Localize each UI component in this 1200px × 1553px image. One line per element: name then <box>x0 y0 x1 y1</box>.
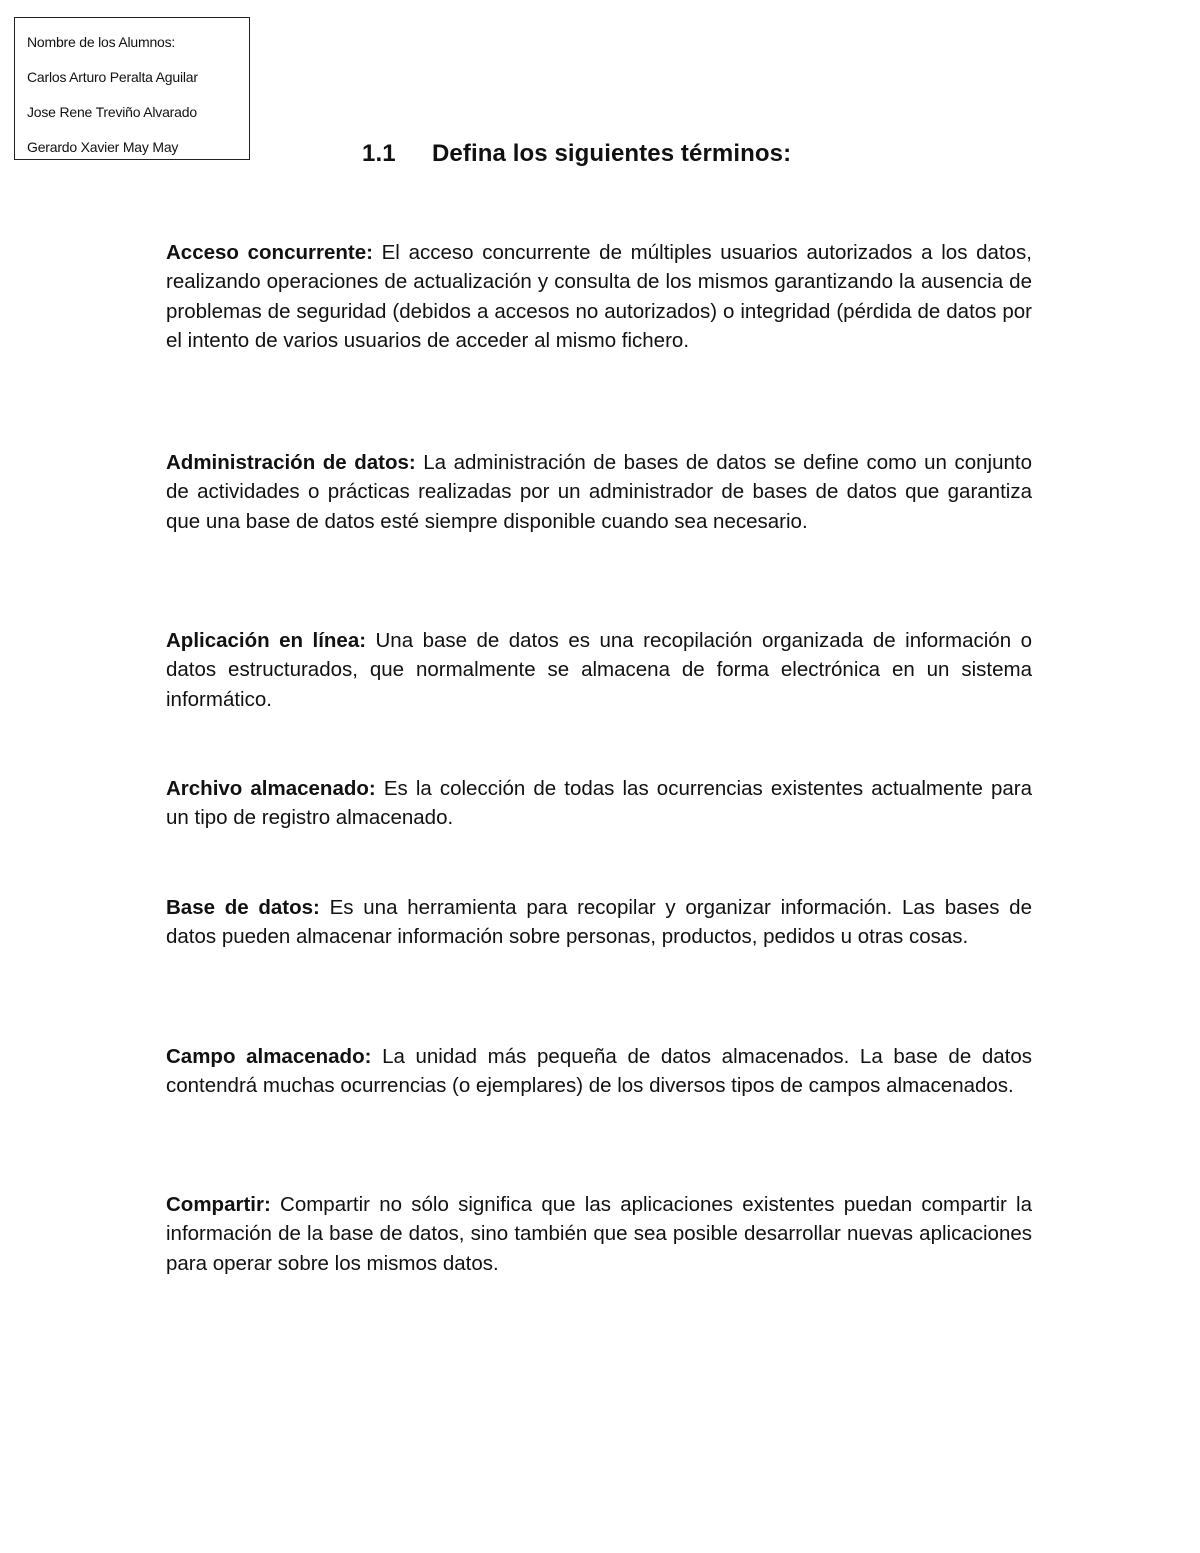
term-compartir <box>166 1190 1032 1278</box>
student-name: Gerardo Xavier May May <box>27 139 179 155</box>
term-definition: El acceso concurrente de múltiples usuarios autorizados a los datos, realizando operaciones de actualización y consulta de los mismos garantizando la ausencia de problemas de seguridad (debidos a accesos no autorizados) o integridad (pérdida de datos por el intento de varios usuarios de acceder al mismo fichero. <box>166 241 1032 352</box>
section-heading <box>362 140 791 168</box>
term-definition: La administración de bases de datos se define como un conjunto de actividades o prácticas realizadas por un administrador de bases de datos que garantiza que una base de datos esté siempre disponible cuando sea necesario. <box>166 451 1032 533</box>
term-definition: Compartir no sólo significa que las aplicaciones existentes puedan compartir la información de la base de datos, sino también que sea posible desarrollar nuevas aplicaciones para operar sobre los mismos datos. <box>166 1193 1032 1275</box>
term-campo-almacenado <box>166 1042 1032 1190</box>
terms-list <box>166 238 1032 1278</box>
term-label: Administración de datos: <box>166 451 416 474</box>
term-definition: Una base de datos es una recopilación organizada de información o datos estructurados, que normalmente se almacena de forma electrónica en un sistema informático. <box>166 629 1032 711</box>
term-definition: Es la colección de todas las ocurrencias existentes actualmente para un tipo de registro almacenado. <box>166 777 1032 830</box>
student-name: Jose Rene Treviño Alvarado <box>27 104 197 120</box>
term-definition: Es una herramienta para recopilar y organizar información. Las bases de datos pueden almacenar información sobre personas, productos, pedidos u otras cosas. <box>166 896 1032 949</box>
students-label: Nombre de los Alumnos: <box>27 34 176 50</box>
term-label: Compartir: <box>166 1193 271 1216</box>
term-label: Base de datos: <box>166 896 320 919</box>
section-title: Defina los siguientes términos: <box>432 140 792 167</box>
term-archivo-almacenado <box>166 774 1032 893</box>
term-label: Acceso concurrente: <box>166 241 373 264</box>
section-number: 1.1 <box>362 140 396 167</box>
term-label: Archivo almacenado: <box>166 777 376 800</box>
term-acceso-concurrente <box>166 238 1032 448</box>
term-administracion-de-datos <box>166 448 1032 626</box>
term-label: Aplicación en línea: <box>166 629 367 652</box>
term-label: Campo almacenado: <box>166 1045 372 1068</box>
students-box <box>14 17 250 160</box>
term-definition: La unidad más pequeña de datos almacenados. La base de datos contendrá muchas ocurrencias (o ejemplares) de los diversos tipos de campos almacenados. <box>166 1045 1033 1098</box>
term-base-de-datos <box>166 893 1032 1042</box>
term-aplicacion-en-linea <box>166 626 1032 774</box>
student-name: Carlos Arturo Peralta Aguilar <box>27 69 198 85</box>
